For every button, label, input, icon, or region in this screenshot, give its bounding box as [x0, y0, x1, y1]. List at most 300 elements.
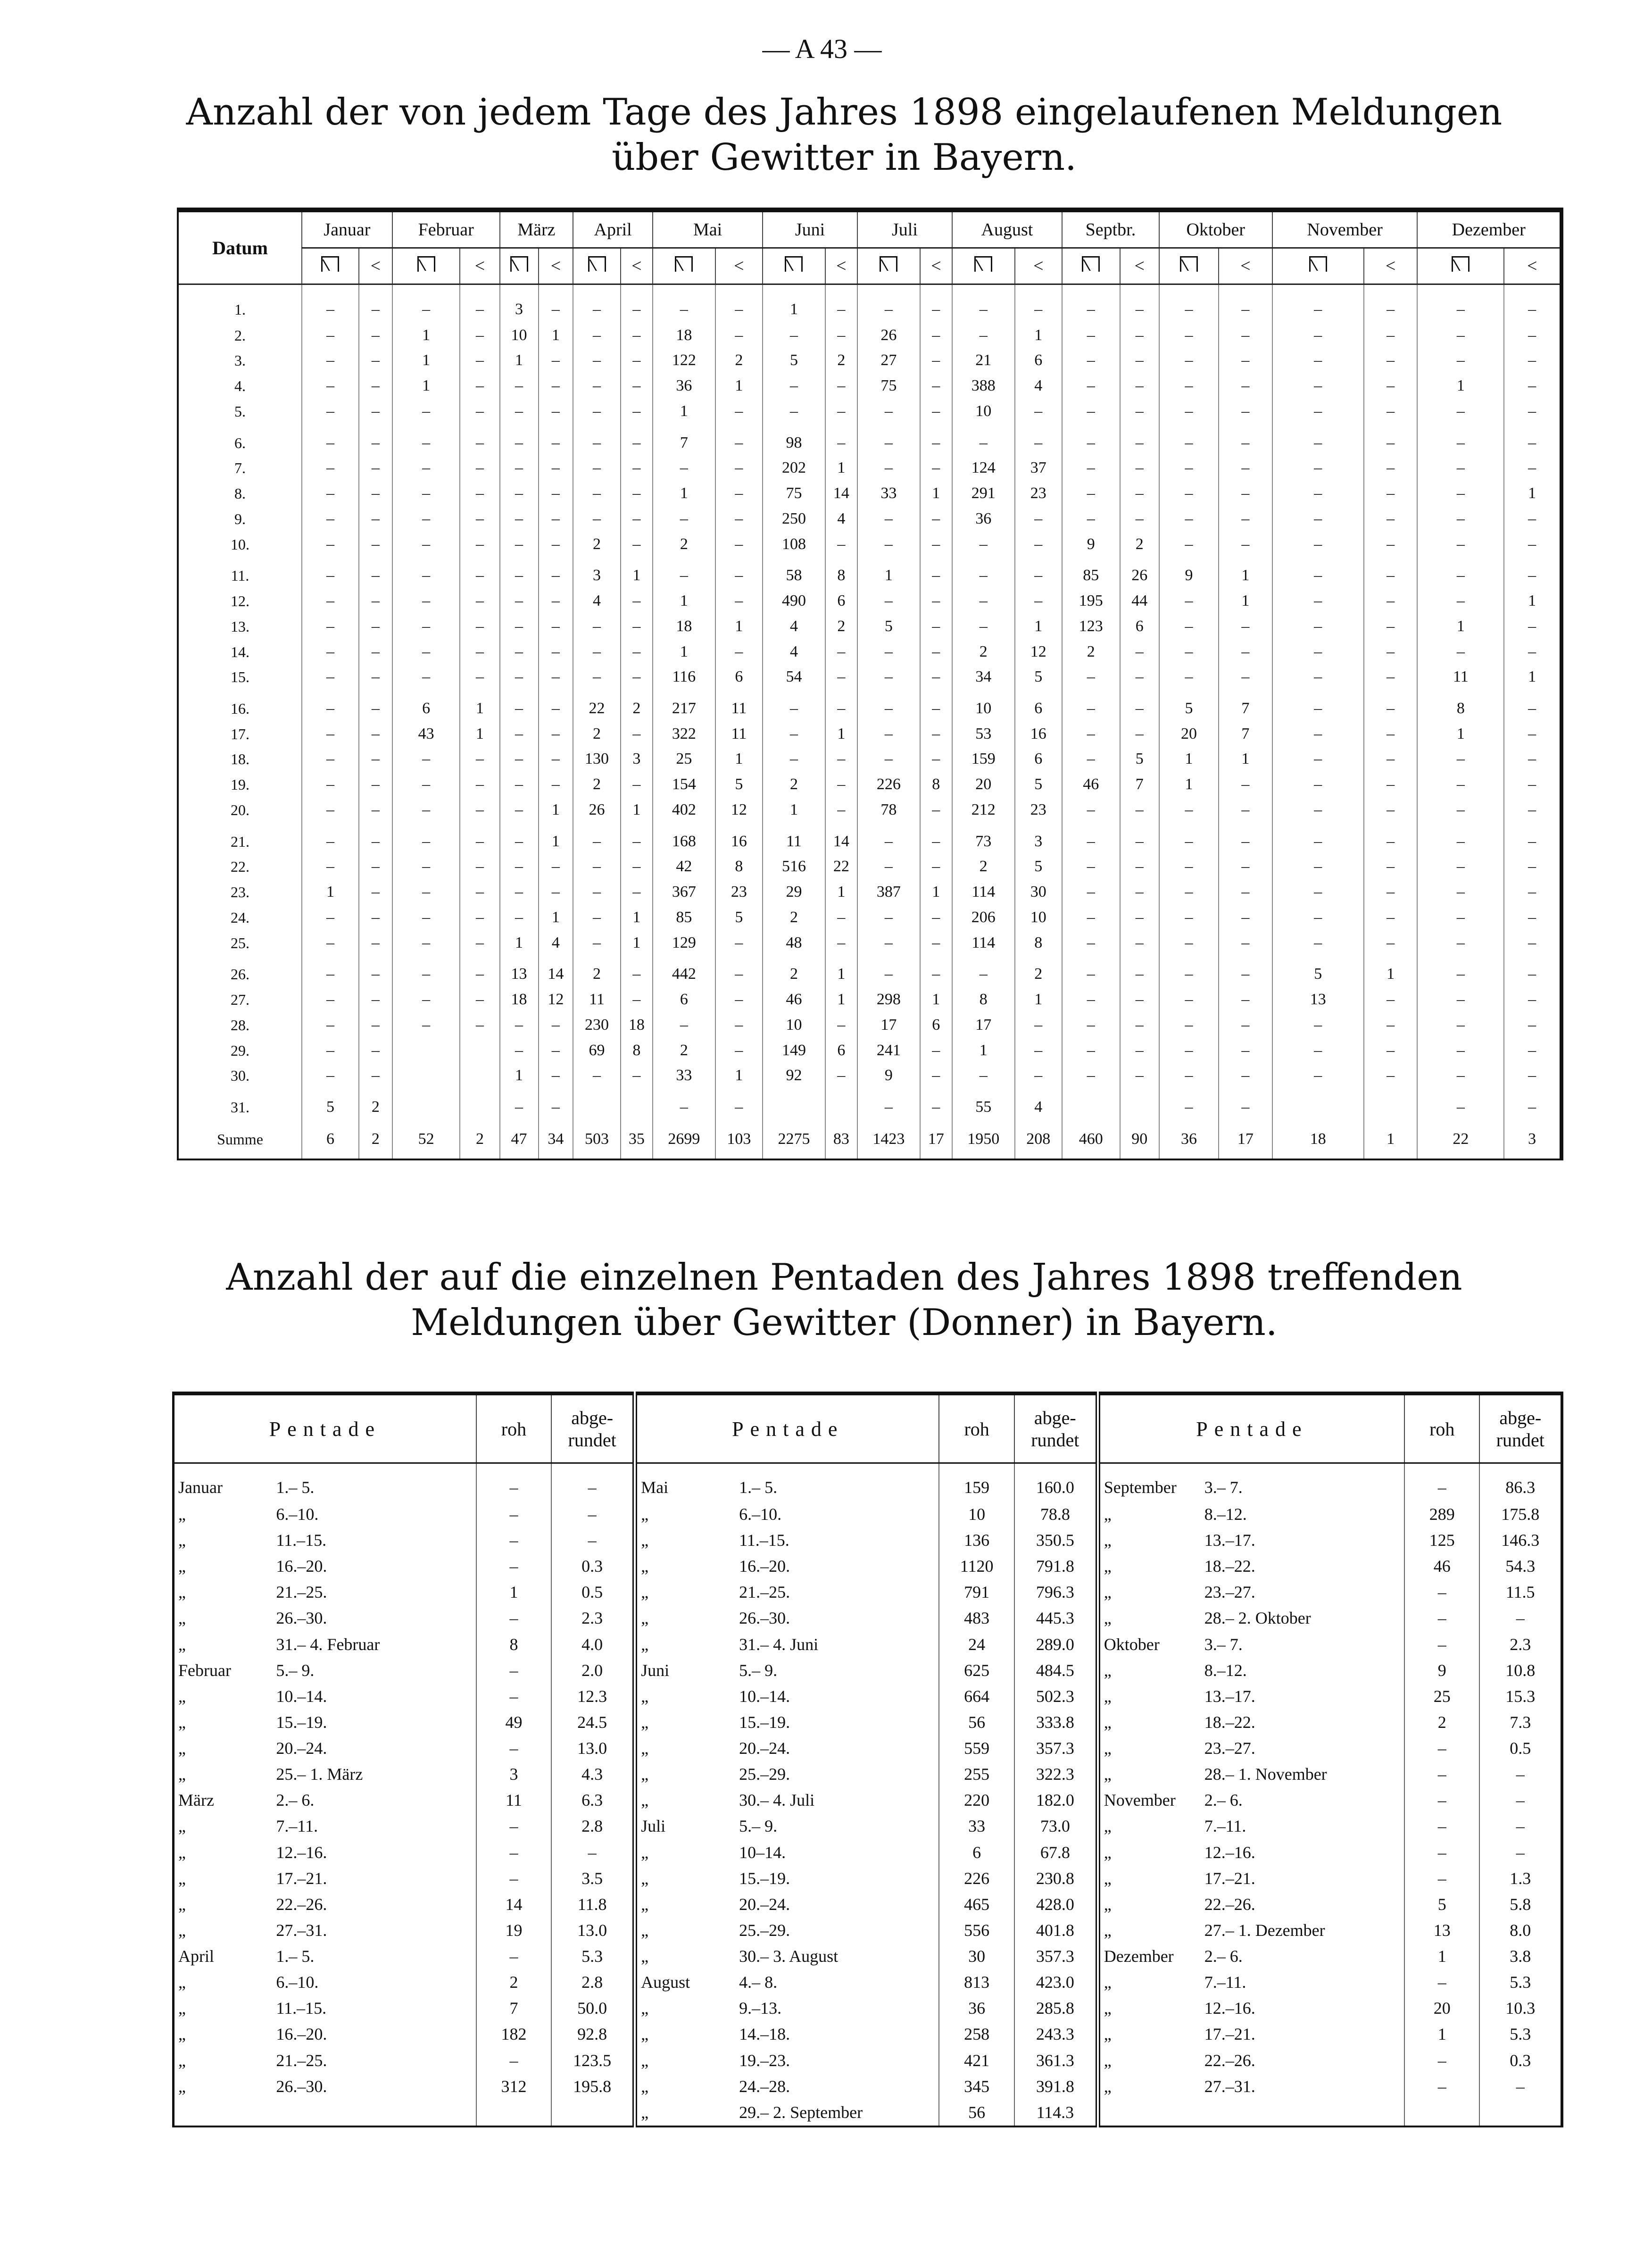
- count-cell: –: [539, 348, 573, 373]
- month-label: „: [1098, 1553, 1201, 1579]
- count-cell: –: [1504, 1063, 1561, 1089]
- count-cell: –: [1272, 879, 1364, 905]
- count-cell: –: [1159, 987, 1219, 1012]
- count-cell: 78: [857, 797, 920, 823]
- month-label: „: [635, 1761, 735, 1787]
- count-cell: –: [1062, 284, 1120, 323]
- count-cell: –: [1159, 1094, 1219, 1120]
- count-cell: –: [302, 284, 359, 323]
- count-cell: –: [1504, 747, 1561, 772]
- count-cell: –: [1272, 481, 1364, 506]
- count-cell: –: [1272, 284, 1364, 323]
- count-cell: –: [763, 399, 825, 424]
- day-row: [178, 987, 1561, 1012]
- count-cell: –: [1120, 348, 1159, 373]
- count-cell: 22: [825, 854, 857, 880]
- rounded-value: 796.3: [1014, 1579, 1098, 1605]
- count-cell: 6: [392, 696, 460, 721]
- count-cell: –: [1062, 506, 1120, 532]
- count-cell: 1: [539, 797, 573, 823]
- count-cell: –: [392, 905, 460, 930]
- day-label: 5.: [234, 402, 246, 420]
- count-cell: –: [1364, 563, 1418, 588]
- count-cell: 53: [952, 721, 1015, 747]
- count-cell: –: [825, 639, 857, 665]
- month-label: „: [635, 1787, 735, 1813]
- count-cell: –: [460, 664, 499, 690]
- day-row: [178, 962, 1561, 987]
- count-cell: 208: [1015, 1120, 1062, 1159]
- month-label: „: [1098, 1735, 1201, 1761]
- count-cell: –: [920, 696, 952, 721]
- count-cell: –: [539, 588, 573, 614]
- pentad-range: 9.–13.: [739, 1999, 782, 2018]
- count-cell: 33: [653, 1063, 715, 1089]
- count-cell: 1: [653, 399, 715, 424]
- count-cell: 1: [952, 1038, 1015, 1063]
- month-label: „: [178, 1973, 186, 1992]
- count-cell: [621, 1094, 653, 1120]
- count-cell: –: [621, 829, 653, 854]
- count-cell: –: [392, 879, 460, 905]
- count-cell: [825, 1094, 857, 1120]
- rounded-value: 15.3: [1479, 1683, 1562, 1709]
- day-row: [178, 506, 1561, 532]
- count-cell: –: [460, 614, 499, 639]
- thunder-symbol-icon: [510, 256, 528, 272]
- month-header: April: [573, 210, 653, 248]
- count-cell: 5: [1015, 772, 1062, 797]
- pentad-range: 1.– 5.: [276, 1947, 315, 1966]
- count-cell: 10: [952, 696, 1015, 721]
- count-cell: 11: [715, 721, 763, 747]
- count-cell: –: [460, 373, 499, 399]
- rounded-value: 6.3: [551, 1787, 635, 1813]
- count-cell: 2: [653, 1038, 715, 1063]
- count-cell: 1: [621, 563, 653, 588]
- count-cell: –: [1062, 323, 1120, 348]
- pentad-range: 22.–26.: [276, 1894, 327, 1914]
- count-cell: –: [952, 1063, 1015, 1089]
- pentad-range: 7.–11.: [276, 1817, 318, 1836]
- count-cell: 22: [1417, 1120, 1504, 1159]
- count-cell: –: [460, 639, 499, 665]
- count-cell: –: [1159, 481, 1219, 506]
- count-cell: 12: [539, 987, 573, 1012]
- rain-symbol-icon: [857, 248, 920, 284]
- count-cell: –: [1272, 1063, 1364, 1089]
- count-cell: 1: [621, 797, 653, 823]
- pentad-range: 17.–21.: [276, 1868, 327, 1888]
- pentad-range: 7.–11.: [1204, 1817, 1246, 1836]
- count-cell: –: [460, 772, 499, 797]
- count-cell: –: [1159, 639, 1219, 665]
- rounded-value: 361.3: [1014, 2047, 1098, 2073]
- count-cell: –: [539, 1038, 573, 1063]
- pentad-row: [174, 1735, 1562, 1761]
- pentad-range: 24.–28.: [739, 2076, 790, 2096]
- count-cell: –: [302, 747, 359, 772]
- count-cell: –: [1272, 639, 1364, 665]
- raw-value: –: [1404, 1969, 1479, 1995]
- count-cell: –: [460, 481, 499, 506]
- count-cell: 8: [715, 854, 763, 880]
- count-cell: –: [539, 506, 573, 532]
- count-cell: –: [1417, 532, 1504, 557]
- count-cell: –: [952, 563, 1015, 588]
- count-cell: 5: [302, 1094, 359, 1120]
- rounded-value: 12.3: [551, 1683, 635, 1709]
- month-label: „: [635, 1891, 735, 1917]
- count-cell: 2: [460, 1120, 499, 1159]
- rounded-value: 502.3: [1014, 1683, 1098, 1709]
- count-cell: –: [952, 962, 1015, 987]
- count-cell: –: [825, 797, 857, 823]
- count-cell: –: [1504, 1038, 1561, 1063]
- count-cell: 27: [857, 348, 920, 373]
- count-cell: 1: [539, 905, 573, 930]
- count-cell: 2: [1015, 962, 1062, 987]
- month-label: „: [178, 1817, 186, 1836]
- pentad-row: [174, 1657, 1562, 1683]
- month-label: Mai: [635, 1463, 735, 1501]
- count-cell: 6: [825, 588, 857, 614]
- raw-value: 3: [476, 1761, 551, 1787]
- count-cell: 1: [1219, 563, 1272, 588]
- count-cell: –: [715, 639, 763, 665]
- page-number: — A 43 —: [762, 33, 882, 64]
- count-cell: –: [359, 455, 392, 481]
- count-cell: –: [1364, 430, 1418, 456]
- count-cell: –: [920, 930, 952, 956]
- count-cell: 1: [920, 987, 952, 1012]
- count-cell: –: [1120, 905, 1159, 930]
- count-cell: –: [460, 532, 499, 557]
- pentad-range: 2.– 6.: [1204, 1947, 1243, 1966]
- count-cell: 2: [715, 348, 763, 373]
- raw-value: –: [476, 1735, 551, 1761]
- day-label: 1.: [234, 300, 246, 318]
- count-cell: 13: [500, 962, 539, 987]
- pentad-range: 25.– 1. März: [276, 1765, 363, 1784]
- lightning-symbol: <: [1219, 248, 1272, 284]
- count-cell: –: [1159, 455, 1219, 481]
- raw-value: 125: [1404, 1527, 1479, 1553]
- count-cell: –: [1272, 696, 1364, 721]
- count-cell: 1: [1417, 614, 1504, 639]
- count-cell: 17: [920, 1120, 952, 1159]
- roh-header: roh: [476, 1393, 551, 1463]
- day-row: [178, 614, 1561, 639]
- raw-value: 136: [939, 1527, 1014, 1553]
- count-cell: –: [500, 905, 539, 930]
- rain-symbol-icon: [1417, 248, 1504, 284]
- count-cell: –: [1159, 614, 1219, 639]
- month-label: „: [178, 1634, 186, 1654]
- count-cell: –: [857, 284, 920, 323]
- sum-row: [178, 1120, 1561, 1159]
- count-cell: –: [857, 639, 920, 665]
- month-label: „: [1098, 1891, 1201, 1917]
- count-cell: 291: [952, 481, 1015, 506]
- count-cell: –: [1504, 772, 1561, 797]
- pentad-range: 3.– 7.: [1204, 1634, 1243, 1654]
- month-label: „: [635, 1995, 735, 2021]
- count-cell: –: [1364, 797, 1418, 823]
- rounded-value: 5.3: [551, 1943, 635, 1969]
- count-cell: 2: [763, 772, 825, 797]
- count-cell: 1: [825, 962, 857, 987]
- count-cell: –: [573, 506, 620, 532]
- count-cell: –: [825, 1063, 857, 1089]
- lightning-symbol: <: [715, 248, 763, 284]
- raw-value: 19: [476, 1917, 551, 1943]
- count-cell: –: [1417, 284, 1504, 323]
- count-cell: 460: [1062, 1120, 1120, 1159]
- count-cell: 298: [857, 987, 920, 1012]
- rounded-value: 11.5: [1479, 1579, 1562, 1605]
- count-cell: –: [1272, 399, 1364, 424]
- count-cell: –: [621, 399, 653, 424]
- count-cell: [460, 1094, 499, 1120]
- count-cell: –: [920, 455, 952, 481]
- count-cell: –: [1062, 854, 1120, 880]
- day-label: 6.: [234, 434, 246, 451]
- count-cell: 11: [573, 987, 620, 1012]
- pentad-range: 18.–22.: [1204, 1557, 1255, 1576]
- raw-value: –: [1404, 2073, 1479, 2099]
- count-cell: –: [500, 563, 539, 588]
- count-cell: –: [715, 588, 763, 614]
- pentad-range: 17.–21.: [1204, 2025, 1255, 2044]
- pentad-row: [174, 1787, 1562, 1813]
- roh-header: roh: [939, 1393, 1014, 1463]
- count-cell: –: [302, 1012, 359, 1038]
- pentade-header: Pentade: [174, 1393, 476, 1463]
- count-cell: 1: [825, 879, 857, 905]
- count-cell: –: [1364, 696, 1418, 721]
- day-row: [178, 854, 1561, 880]
- pentad-row: [174, 2073, 1562, 2099]
- raw-value: 8: [476, 1631, 551, 1657]
- count-cell: –: [1120, 987, 1159, 1012]
- count-cell: –: [573, 930, 620, 956]
- count-cell: –: [1120, 639, 1159, 665]
- count-cell: –: [1062, 930, 1120, 956]
- count-cell: 230: [573, 1012, 620, 1038]
- count-cell: 7: [1120, 772, 1159, 797]
- raw-value: 559: [939, 1735, 1014, 1761]
- day-label: 3.: [234, 352, 246, 369]
- pentad-range: 27.–31.: [1204, 2076, 1255, 2096]
- count-cell: –: [1364, 348, 1418, 373]
- count-cell: –: [920, 747, 952, 772]
- pentad-range: 21.–25.: [739, 1583, 790, 1602]
- rain-symbol-icon: [1272, 248, 1364, 284]
- count-cell: 4: [1015, 1094, 1062, 1120]
- count-cell: 1: [715, 747, 763, 772]
- count-cell: –: [573, 323, 620, 348]
- count-cell: –: [920, 588, 952, 614]
- pentad-row: [174, 2099, 1562, 2126]
- count-cell: –: [825, 664, 857, 690]
- count-cell: –: [1504, 455, 1561, 481]
- month-label: „: [1098, 2047, 1201, 2073]
- day-label: 15.: [231, 668, 249, 686]
- rain-symbol-icon: [952, 248, 1015, 284]
- raw-value: 1: [1404, 1943, 1479, 1969]
- count-cell: –: [920, 664, 952, 690]
- count-cell: –: [621, 284, 653, 323]
- count-cell: –: [500, 696, 539, 721]
- count-cell: –: [302, 373, 359, 399]
- count-cell: –: [653, 506, 715, 532]
- month-header: Oktober: [1159, 210, 1272, 248]
- raw-value: 556: [939, 1917, 1014, 1943]
- month-label: „: [1098, 1579, 1201, 1605]
- count-cell: 8: [952, 987, 1015, 1012]
- count-cell: –: [500, 481, 539, 506]
- count-cell: –: [1272, 614, 1364, 639]
- count-cell: –: [715, 506, 763, 532]
- lightning-symbol: <: [621, 248, 653, 284]
- count-cell: –: [392, 481, 460, 506]
- count-cell: 18: [653, 323, 715, 348]
- count-cell: –: [1417, 323, 1504, 348]
- count-cell: –: [1219, 348, 1272, 373]
- count-cell: 4: [763, 639, 825, 665]
- count-cell: –: [392, 962, 460, 987]
- count-cell: 16: [1015, 721, 1062, 747]
- count-cell: 2275: [763, 1120, 825, 1159]
- count-cell: 1: [621, 905, 653, 930]
- count-cell: –: [1159, 930, 1219, 956]
- day-label: 13.: [231, 617, 249, 635]
- count-cell: 12: [1015, 639, 1062, 665]
- count-cell: 6: [825, 1038, 857, 1063]
- count-cell: –: [1120, 506, 1159, 532]
- count-cell: –: [920, 797, 952, 823]
- count-cell: –: [715, 1012, 763, 1038]
- count-cell: –: [500, 430, 539, 456]
- count-cell: –: [1504, 905, 1561, 930]
- day-label: 29.: [231, 1042, 249, 1059]
- count-cell: –: [302, 563, 359, 588]
- count-cell: –: [1364, 455, 1418, 481]
- count-cell: 1: [500, 930, 539, 956]
- count-cell: –: [1015, 399, 1062, 424]
- count-cell: 490: [763, 588, 825, 614]
- raw-value: –: [1404, 1761, 1479, 1787]
- lightning-symbol: <: [359, 248, 392, 284]
- rounded-value: 78.8: [1014, 1501, 1098, 1527]
- count-cell: 1: [825, 455, 857, 481]
- count-cell: 11: [715, 696, 763, 721]
- count-cell: [1272, 1094, 1364, 1120]
- count-cell: –: [1504, 721, 1561, 747]
- count-cell: 5: [857, 614, 920, 639]
- count-cell: –: [1062, 481, 1120, 506]
- rounded-value: 3.8: [1479, 1943, 1562, 1969]
- count-cell: 8: [1015, 930, 1062, 956]
- count-cell: –: [1120, 373, 1159, 399]
- count-cell: [1364, 1094, 1418, 1120]
- count-cell: –: [1417, 1012, 1504, 1038]
- count-cell: –: [392, 797, 460, 823]
- raw-value: 20: [1404, 1995, 1479, 2021]
- count-cell: –: [1219, 930, 1272, 956]
- count-cell: 34: [952, 664, 1015, 690]
- day-label: 11.: [231, 567, 249, 584]
- count-cell: –: [539, 772, 573, 797]
- count-cell: –: [359, 481, 392, 506]
- count-cell: –: [1219, 987, 1272, 1012]
- count-cell: 2: [653, 532, 715, 557]
- count-cell: 98: [763, 430, 825, 456]
- pentad-row: [174, 1813, 1562, 1839]
- raw-value: 664: [939, 1683, 1014, 1709]
- count-cell: –: [715, 284, 763, 323]
- count-cell: –: [715, 1038, 763, 1063]
- count-cell: –: [952, 323, 1015, 348]
- count-cell: –: [1120, 962, 1159, 987]
- count-cell: –: [392, 930, 460, 956]
- count-cell: 402: [653, 797, 715, 823]
- count-cell: 46: [763, 987, 825, 1012]
- count-cell: –: [1219, 323, 1272, 348]
- count-cell: –: [1364, 588, 1418, 614]
- rounded-value: 86.3: [1479, 1463, 1562, 1501]
- count-cell: 7: [653, 430, 715, 456]
- count-cell: –: [825, 747, 857, 772]
- count-cell: –: [392, 664, 460, 690]
- pentad-row: [174, 1969, 1562, 1995]
- count-cell: 212: [952, 797, 1015, 823]
- pentad-range: 13.–17.: [1204, 1531, 1255, 1550]
- rounded-value: 3.5: [551, 1865, 635, 1891]
- count-cell: –: [1219, 797, 1272, 823]
- month-label: „: [1098, 1709, 1201, 1735]
- count-cell: –: [539, 373, 573, 399]
- rounded-value: 423.0: [1014, 1969, 1098, 1995]
- pentad-range: 2.– 6.: [1204, 1791, 1243, 1810]
- pentad-row: [174, 1943, 1562, 1969]
- count-cell: –: [1364, 1063, 1418, 1089]
- count-cell: 1: [1219, 588, 1272, 614]
- count-cell: –: [1504, 348, 1561, 373]
- rounded-value: 333.8: [1014, 1709, 1098, 1735]
- count-cell: –: [715, 481, 763, 506]
- raw-value: 25: [1404, 1683, 1479, 1709]
- count-cell: –: [653, 284, 715, 323]
- count-cell: –: [500, 664, 539, 690]
- pentad-range: 10–14.: [739, 1843, 786, 1862]
- count-cell: –: [1417, 879, 1504, 905]
- month-label: „: [1098, 1917, 1201, 1943]
- count-cell: –: [1159, 284, 1219, 323]
- pentad-range: 26.–30.: [739, 1609, 790, 1628]
- month-label: „: [1098, 1761, 1201, 1787]
- count-cell: –: [1219, 772, 1272, 797]
- month-label: „: [635, 2047, 735, 2073]
- pentad-row: [174, 1891, 1562, 1917]
- day-row: [178, 930, 1561, 956]
- pentad-range: 8.–12.: [1204, 1504, 1247, 1524]
- raw-value: –: [476, 1553, 551, 1579]
- count-cell: –: [1364, 614, 1418, 639]
- pentad-range: 14.–18.: [739, 2025, 790, 2044]
- count-cell: –: [1364, 987, 1418, 1012]
